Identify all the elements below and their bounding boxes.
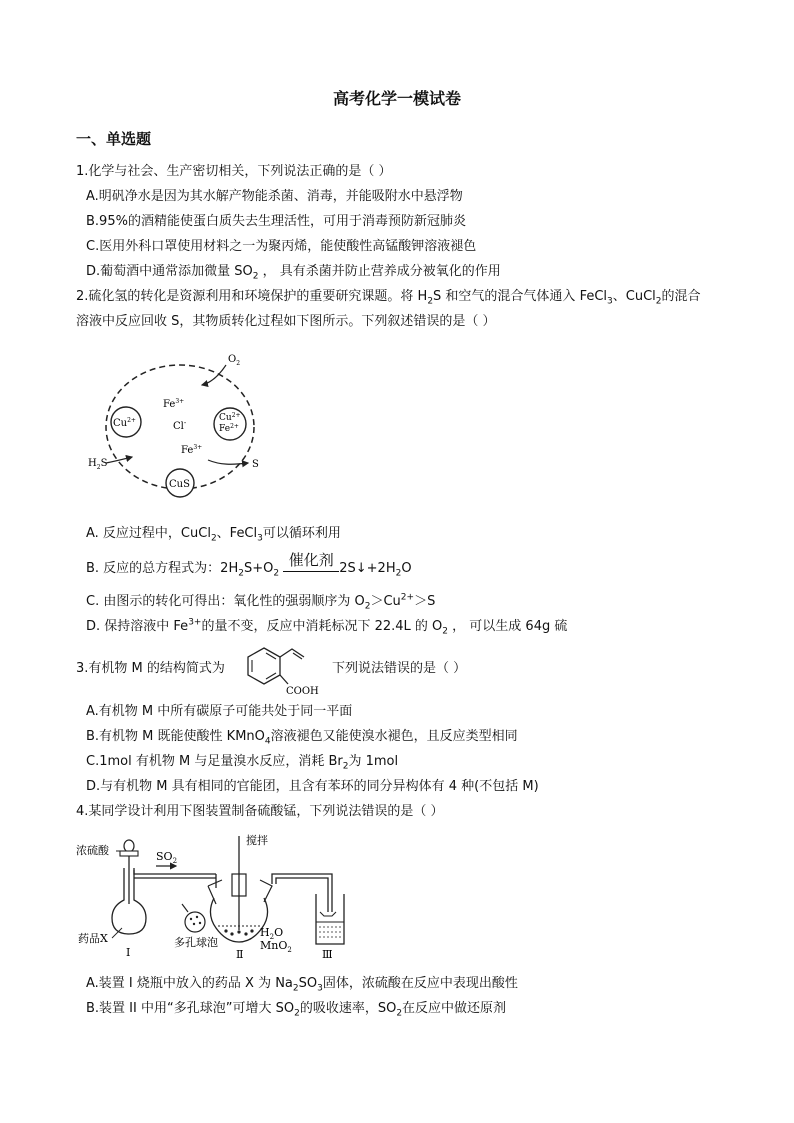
funnel-stopcock	[120, 851, 138, 856]
q1-option-b: B.95%的酒精能使蛋白质失去生理活性，可用于消毒预防新冠肺炎	[86, 214, 466, 229]
stir-label: 搅拌	[246, 834, 268, 847]
q3-option-c: C.1mol 有机物 M 与足量溴水反应，消耗 $Br_2$为 1mol	[86, 754, 399, 772]
carboxyl-label: COOH	[286, 686, 319, 697]
q2-stem-line-2: 溶液中反应回收 S，其物质转化过程如下图所示。下列叙述错误的是（ ）	[76, 314, 496, 329]
so2-label: $SO_2$	[156, 850, 178, 865]
q4-option-b: B.装置 II 中用“多孔球泡”可增大 $SO_2$的吸收速率，$SO_2$在反应中做还原剂	[86, 1001, 507, 1019]
label-1: Ⅰ	[126, 946, 131, 959]
q2-cycle-diagram	[80, 345, 280, 500]
q1-option-c: C.医用外科口罩使用材料之一为聚丙烯，能使酸性高锰酸钾溶液褪色	[86, 239, 477, 254]
h2s-label: $H_2S$	[88, 458, 108, 471]
section-heading: 一、单选题	[76, 130, 152, 148]
node-cus-label: CuS	[169, 479, 190, 490]
q3-stem-prefix: 3.有机物 M 的结构简式为	[76, 661, 225, 676]
bubble-label: 多孔球泡	[174, 936, 218, 949]
q1-option-a: A.明矾净水是因为其水解产物能杀菌、消毒，并能吸附水中悬浮物	[86, 189, 463, 204]
acid-label: 浓硫酸	[76, 844, 109, 857]
dropping-funnel	[124, 840, 134, 852]
fe3-bottom-label: $Fe^{3+}$	[181, 444, 203, 456]
label-2: Ⅱ	[236, 948, 244, 961]
vinyl-group	[280, 649, 304, 657]
q4-option-a: A.装置 I 烧瓶中放入的药品 X 为 $Na_2SO_3$固体，浓硫酸在反应中表现出酸性	[86, 976, 518, 994]
q4-stem: 4.某同学设计利用下图装置制备硫酸锰，下列说法错误的是（ ）	[76, 804, 444, 819]
node-cu-label: $Cu^{2+}$	[113, 417, 136, 429]
node-cu-fe-label-top: $Cu^{2+}$	[219, 412, 241, 423]
q3-option-a: A.有机物 M 中所有碳原子可能共处于同一平面	[86, 704, 353, 719]
q2-stem-line-1: 2.硫化氢的转化是资源利用和环境保护的重要研究课题。将 $H_2S$ 和空气的混合气体通入 FeCl$_3$、CuCl$_2$的混合	[76, 289, 701, 307]
h2o-label: $H_2O$	[260, 926, 284, 941]
porous-bubbler	[185, 912, 205, 932]
s-arrow	[208, 460, 248, 464]
q3-structure-formula	[238, 640, 330, 698]
node-cu-fe-label-bottom: $Fe^{2+}$	[219, 423, 239, 434]
q3-option-d: D.与有机物 M 具有相同的官能团，且含有苯环的同分异构体有 4 种(不包括 M)	[86, 779, 539, 794]
q2-option-b: B. 反应的总方程式为：$2H_2S+O_2$ 催化剂 $2S↓+2H_2O$	[86, 551, 412, 579]
o2-arrow	[202, 365, 226, 385]
drug-x-label: 药品X	[78, 932, 108, 945]
q1-stem: 1.化学与社会、生产密切相关，下列说法正确的是（ ）	[76, 164, 392, 179]
page-title: 高考化学一模试卷	[332, 89, 461, 108]
chloride-label: Cl-	[173, 419, 187, 432]
q3-stem-suffix: 下列说法错误的是（ ）	[332, 661, 467, 676]
q2-option-d: D. 保持溶液中 $Fe^{3+}$的量不变，反应中消耗标况下 22.4L 的 $O_2$ ， 可以生成 64g 硫	[86, 617, 568, 637]
mno2-label: MnO$_2$	[260, 939, 292, 954]
q2-option-c: C. 由图示的转化可得出：氧化性的强弱顺序为 $O_2>Cu^{2+}>S$	[86, 592, 436, 612]
q3-option-b: B.有机物 M 既能使酸性 KMnO$_4$溶液褪色又能使溴水褪色，且反应类型相同	[86, 729, 518, 747]
q1-option-d: D.葡萄酒中通常添加微量 $SO_2$ ， 具有杀菌并防止营养成分被氧化的作用	[86, 264, 501, 282]
label-3: Ⅲ	[322, 948, 333, 961]
beaker-3	[316, 894, 344, 944]
q2-option-a: A. 反应过程中，CuCl$_2$、FeCl$_3$可以循环利用	[86, 526, 341, 544]
fe3-top-label: $Fe^{3+}$	[163, 398, 185, 410]
o2-label: $O_2$	[228, 354, 241, 367]
benzene-ring	[248, 648, 280, 684]
s-label: S	[252, 459, 259, 470]
catalyst-over-arrow: 催化剂	[283, 567, 339, 572]
q4-apparatus-diagram	[76, 830, 376, 962]
